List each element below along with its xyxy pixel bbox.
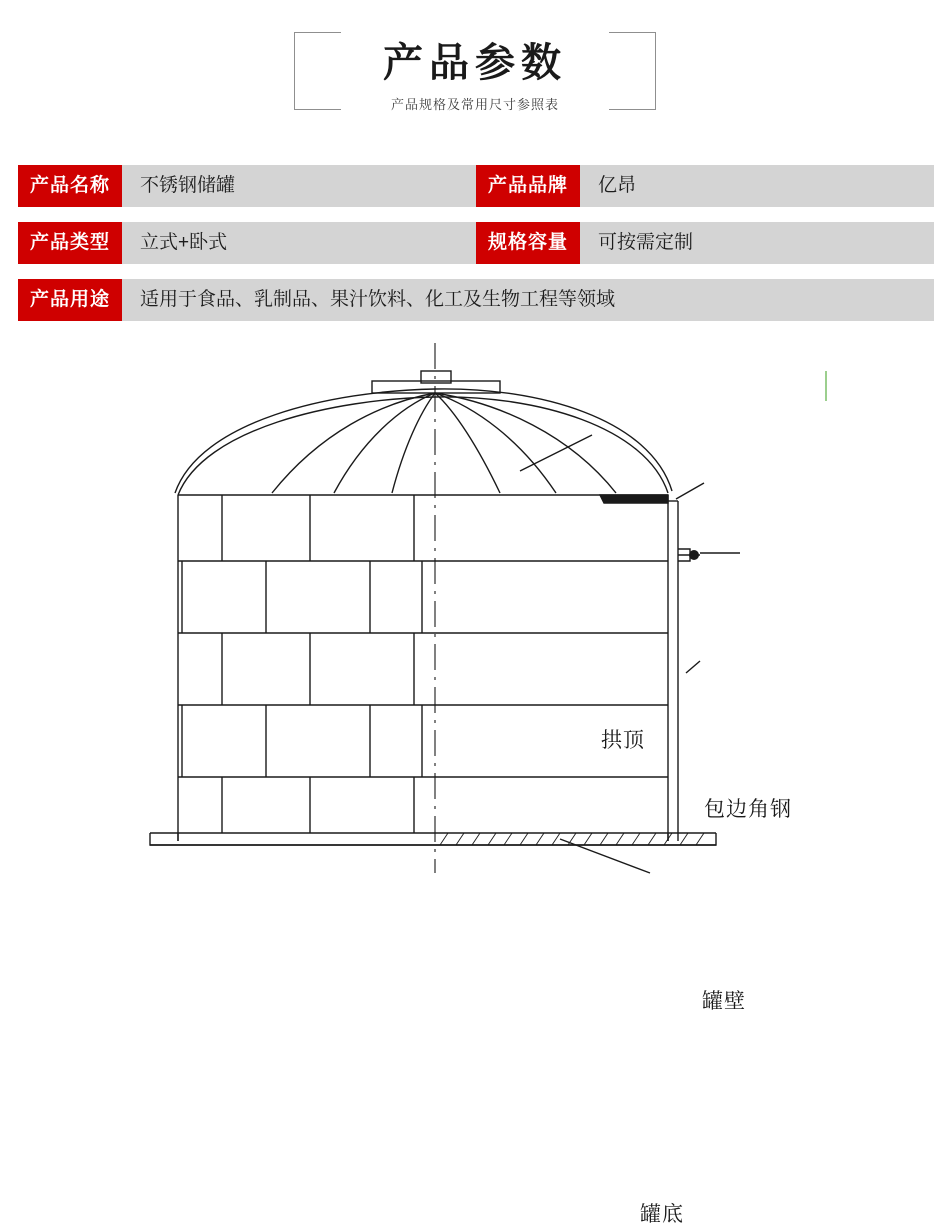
- spec-value-capacity: 可按需定制: [580, 222, 934, 264]
- spec-label-application: 产品用途: [18, 279, 122, 321]
- edge-angle-steel: [600, 495, 668, 503]
- spec-pair-product-name: [18, 165, 476, 207]
- tank-bottom-plate: [150, 833, 716, 845]
- page-header: [0, 0, 950, 129]
- table-row: [18, 165, 934, 207]
- dome-outer-line: [175, 389, 672, 493]
- spec-value-brand: 亿昂: [580, 165, 934, 207]
- spec-value-application: 适用于食品、乳制品、果汁饮料、化工及生物工程等领域: [122, 279, 934, 321]
- page-subtitle: 产品规格及常用尺寸参照表: [390, 97, 559, 112]
- spec-label-capacity: 规格容量: [476, 222, 580, 264]
- spec-pair-brand: [476, 165, 934, 207]
- leader-dome-roof: [520, 435, 592, 471]
- table-row: [18, 279, 934, 321]
- side-nozzle-flange: [689, 550, 699, 560]
- spec-table: [18, 165, 934, 321]
- leader-angle-steel: [676, 483, 704, 499]
- page-title: 产品参数: [383, 41, 567, 85]
- callout-dome-roof: 拱顶: [601, 729, 645, 752]
- spec-pair-capacity: [476, 222, 934, 264]
- tank-drawing-svg: [0, 343, 950, 903]
- spec-label-product-type: 产品类型: [18, 222, 122, 264]
- spec-pair-application: [18, 279, 934, 321]
- spec-label-brand: 产品品牌: [476, 165, 580, 207]
- tank-technical-drawing: [0, 343, 950, 1226]
- dome-rib: [435, 393, 616, 493]
- leader-tank-bottom: [560, 839, 650, 873]
- callout-edge-angle-steel: 包边角钢: [704, 798, 792, 821]
- spec-value-product-type: 立式+卧式: [122, 222, 476, 264]
- callout-tank-wall: 罐壁: [702, 990, 746, 1013]
- callout-tank-bottom: 罐底: [640, 1203, 684, 1226]
- leader-tank-wall: [686, 661, 700, 673]
- page-header-box: [306, 28, 644, 129]
- spec-value-product-name: 不锈钢储罐: [122, 165, 476, 207]
- spec-pair-product-type: [18, 222, 476, 264]
- dome-rib: [392, 393, 435, 493]
- table-row: [18, 222, 934, 264]
- spec-label-product-name: 产品名称: [18, 165, 122, 207]
